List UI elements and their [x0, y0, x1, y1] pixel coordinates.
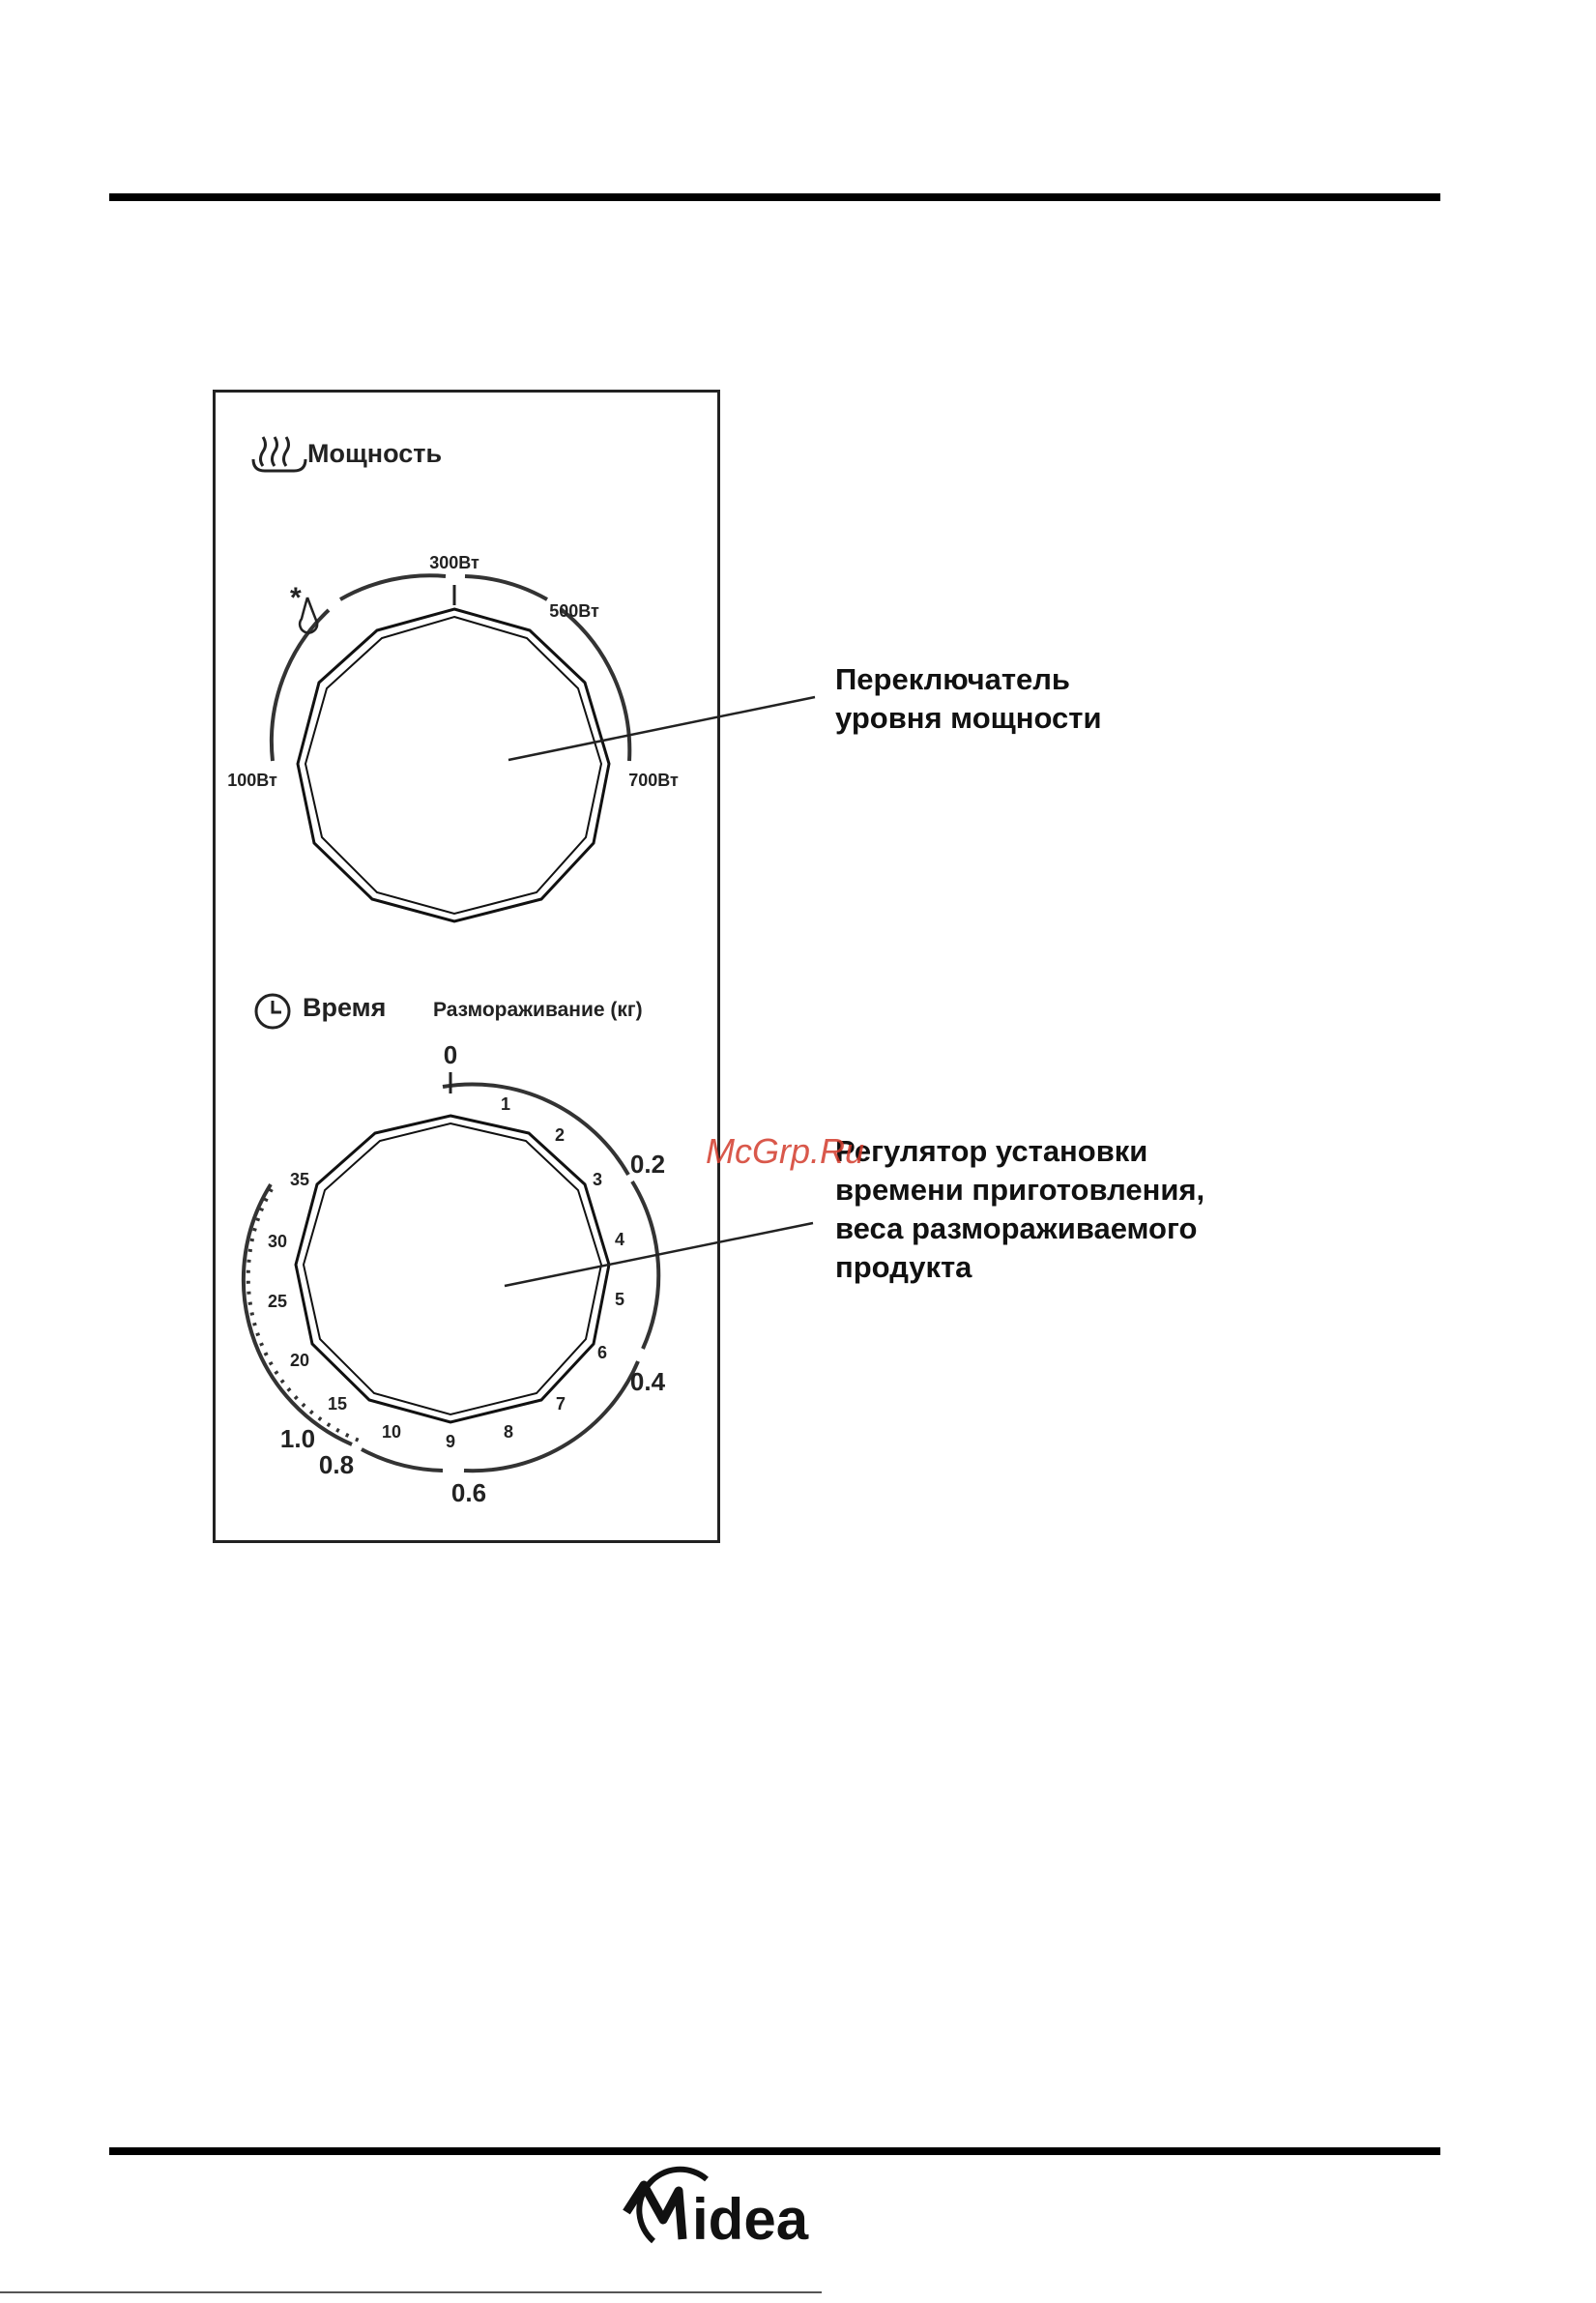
power-heading: Мощность	[307, 439, 443, 468]
minute-label: 0	[443, 1040, 458, 1069]
midea-logo	[615, 2162, 866, 2259]
minute-label: 3	[592, 1170, 603, 1189]
bottom-rule	[109, 2147, 1440, 2155]
minute-label: 4	[614, 1230, 625, 1249]
minute-label: 20	[289, 1351, 310, 1370]
power-label-100: 100Вт	[227, 771, 277, 790]
power-label-300: 300Вт	[429, 553, 479, 572]
timer-callout	[835, 1132, 1204, 1287]
power-callout	[835, 660, 1102, 738]
weight-label: 0.2	[629, 1150, 666, 1179]
watermark: McGrp.Ru	[706, 1131, 865, 1171]
power-callout-line2: уровня мощности	[835, 701, 1102, 735]
weight-scale-labels	[280, 1150, 666, 1507]
timer-callout-line2: времени приготовления,	[835, 1173, 1205, 1207]
timer-callout-line1: Регулятор установки	[835, 1134, 1148, 1168]
minute-label: 25	[267, 1292, 288, 1311]
power-label-500: 500Вт	[549, 601, 599, 621]
footer-line	[0, 2291, 822, 2293]
minute-label: 2	[554, 1125, 566, 1145]
weight-label: 0.6	[450, 1478, 487, 1507]
power-label-700: 700Вт	[628, 771, 679, 790]
power-knob[interactable]	[298, 609, 609, 921]
minute-label: 7	[555, 1394, 566, 1414]
timer-heading: Время	[303, 993, 387, 1022]
weight-label: 0.8	[318, 1450, 355, 1479]
minute-scale-labels	[268, 1040, 624, 1451]
minute-label: 30	[267, 1232, 288, 1251]
svg-text:*: *	[290, 582, 302, 614]
clock-icon	[256, 995, 289, 1028]
power-callout-line	[508, 697, 815, 760]
minute-label: 9	[445, 1432, 456, 1451]
heat-waves-icon	[253, 437, 305, 471]
minute-label: 10	[381, 1422, 402, 1442]
power-callout-line1: Переключатель	[835, 662, 1070, 696]
minute-label: 15	[327, 1394, 348, 1414]
timer-knob[interactable]	[296, 1116, 609, 1422]
svg-text:idea: idea	[692, 2187, 809, 2252]
timer-callout-line4: продукта	[835, 1250, 972, 1284]
minute-label: 6	[596, 1343, 608, 1362]
weight-label: 1.0	[279, 1424, 316, 1453]
defrost-heading: Размораживание (кг)	[433, 999, 643, 1021]
weight-label: 0.4	[629, 1367, 666, 1396]
minute-label: 5	[614, 1290, 625, 1309]
timer-callout-line3: веса размораживаемого	[835, 1211, 1198, 1245]
minute-label: 8	[503, 1422, 514, 1442]
minute-label: 35	[289, 1170, 310, 1189]
minute-label: 1	[500, 1094, 511, 1114]
